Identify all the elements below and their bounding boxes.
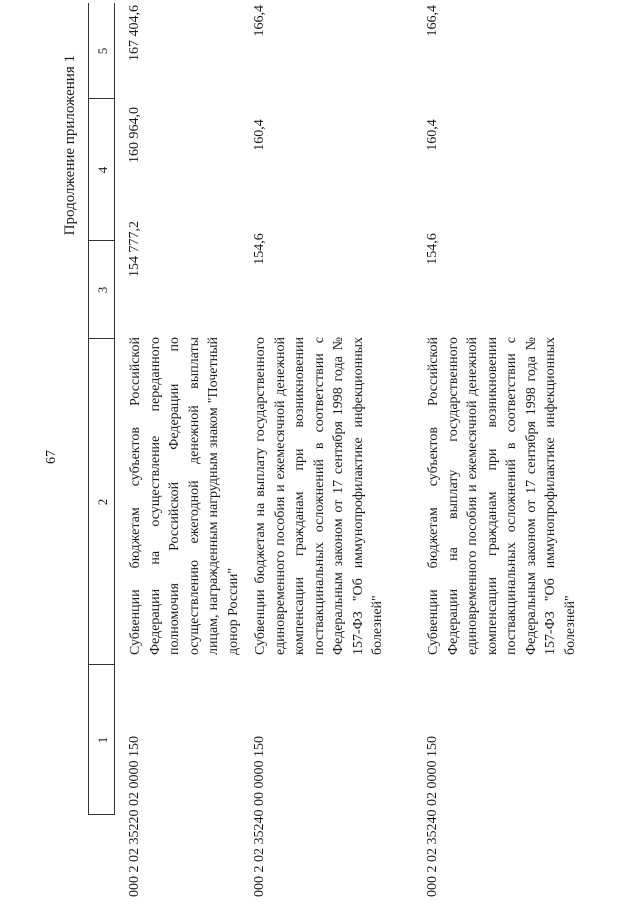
column-header-2: 2 <box>95 498 110 506</box>
column-header-1: 1 <box>95 736 110 744</box>
value-col4: 160,4 <box>252 119 267 151</box>
value-col4: 160 964,0 <box>127 107 142 163</box>
value-col3: 154 777,2 <box>127 221 142 277</box>
row-description: Субвенции бюджетам субъектов Российской Федерации на осуществление переданного полномочия Российской Федерации по осуществлению ежегодной денежной выплаты лицам, награжденным нагрудным знаком "Почетный донор России" <box>128 337 241 655</box>
budget-code: 000 2 02 35220 02 0000 150 <box>127 736 142 897</box>
value-col5: 166,4 <box>425 5 440 37</box>
value-col4: 160,4 <box>425 119 440 151</box>
budget-code: 000 2 02 35240 02 0000 150 <box>425 736 440 897</box>
value-col5: 166,4 <box>252 5 267 37</box>
page-number: 67 <box>44 450 59 464</box>
column-header-4: 4 <box>95 166 110 174</box>
value-col3: 154,6 <box>425 233 440 265</box>
column-header-5: 5 <box>95 47 110 55</box>
column-header-3: 3 <box>95 286 110 294</box>
value-col5: 167 404,6 <box>127 5 142 61</box>
table-header-border <box>114 3 115 815</box>
row-description: Субвенции бюджетам на выплату государственного единовременного пособия и ежемесячной денежной компенсации гражданам при возникновении поствакцинальных осложнений в соответствии с Федеральным законом от 17 сентября 1998 года № 157-ФЗ "Об иммунопрофилактике инфекционных болезней" <box>253 337 385 655</box>
table-top-border <box>88 3 89 815</box>
appendix-caption: Продолжение приложения 1 <box>62 55 78 236</box>
row-description: Субвенции бюджетам субъектов Российской Федерации на выплату государственного единовременного пособия и ежемесячной денежной компенсации гражданам при возникновении поствакцинальных осложнений в соответствии с Федеральным законом от 17 сентября 1998 года № 157-ФЗ "Об иммунопрофилактике инфекционных болезней" <box>426 337 578 655</box>
value-col3: 154,6 <box>252 233 267 265</box>
budget-code: 000 2 02 35240 00 0000 150 <box>252 736 267 897</box>
